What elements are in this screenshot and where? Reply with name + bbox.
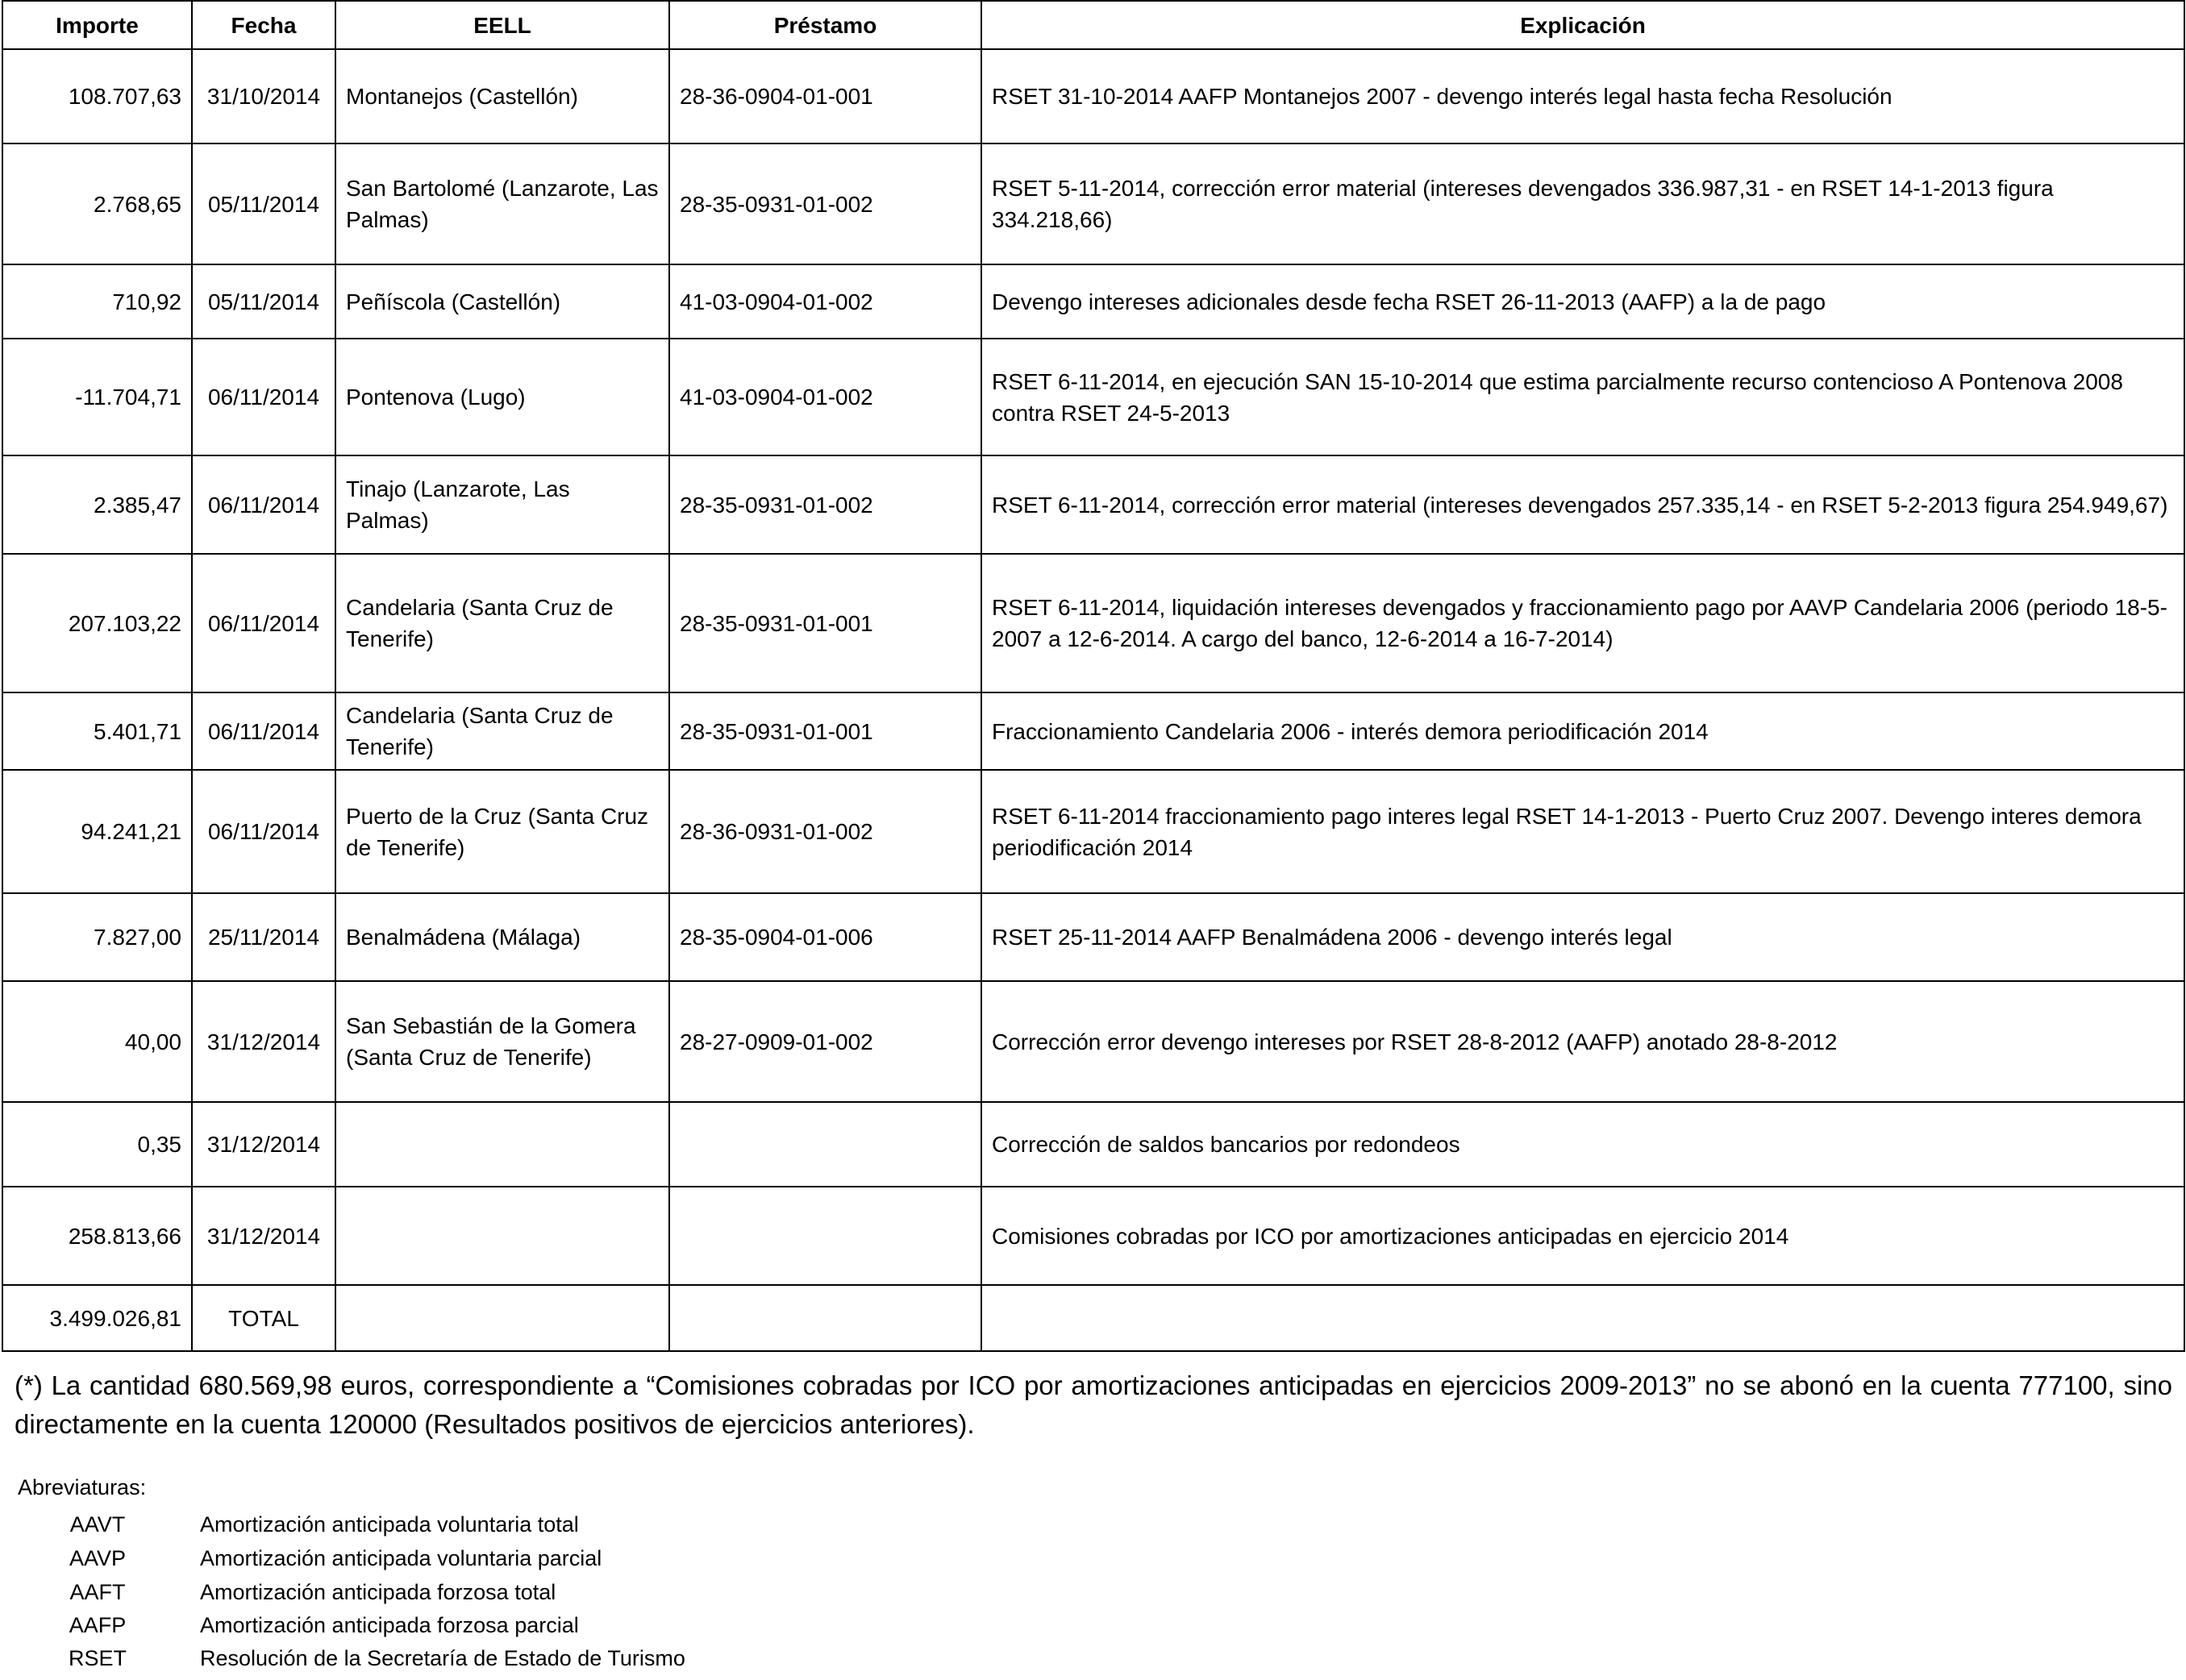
cell-eell: Tinajo (Lanzarote, Las Palmas) bbox=[335, 455, 669, 554]
header-fecha: Fecha bbox=[192, 1, 335, 49]
cell-fecha: 06/11/2014 bbox=[192, 770, 335, 893]
total-label: TOTAL bbox=[192, 1285, 335, 1351]
cell-fecha: 05/11/2014 bbox=[192, 264, 335, 339]
header-prestamo: Préstamo bbox=[669, 1, 981, 49]
cell-prestamo: 41-03-0904-01-002 bbox=[669, 264, 981, 339]
cell-importe: 258.813,66 bbox=[2, 1187, 192, 1285]
table-header-row bbox=[2, 1, 2184, 49]
abbreviation-desc: Amortización anticipada voluntaria total bbox=[200, 1512, 579, 1537]
cell-prestamo: 28-27-0909-01-002 bbox=[669, 981, 981, 1102]
cell-explicacion: RSET 6-11-2014, liquidación intereses devengados y fraccionamiento pago por AAVP Candelaria 2006 (periodo 18-5-2007 a 12-6-2014. A cargo del banco, 12-6-2014 a 16-7-2014) bbox=[981, 554, 2184, 692]
cell-importe: 710,92 bbox=[2, 264, 192, 339]
cell-importe: 7.827,00 bbox=[2, 893, 192, 981]
cell-fecha: 06/11/2014 bbox=[192, 455, 335, 554]
cell-explicacion bbox=[981, 1285, 2184, 1351]
cell-eell: Candelaria (Santa Cruz de Tenerife) bbox=[335, 692, 669, 770]
cell-eell: Montanejos (Castellón) bbox=[335, 49, 669, 143]
cell-eell: San Sebastián de la Gomera (Santa Cruz de Tenerife) bbox=[335, 981, 669, 1102]
cell-importe: 207.103,22 bbox=[2, 554, 192, 692]
table-row bbox=[2, 981, 2184, 1102]
table-row bbox=[2, 692, 2184, 770]
abbreviation-desc: Amortización anticipada forzosa parcial bbox=[200, 1613, 579, 1637]
cell-eell: Pontenova (Lugo) bbox=[335, 339, 669, 455]
cell-prestamo bbox=[669, 1102, 981, 1187]
header-importe: Importe bbox=[2, 1, 192, 49]
total-importe: 3.499.026,81 bbox=[2, 1285, 192, 1351]
table-row bbox=[2, 264, 2184, 339]
cell-explicacion: RSET 25-11-2014 AAFP Benalmádena 2006 - devengo interés legal bbox=[981, 893, 2184, 981]
abbreviation-desc: Amortización anticipada voluntaria parcial bbox=[200, 1546, 602, 1570]
cell-explicacion: RSET 5-11-2014, corrección error material (intereses devengados 336.987,31 - en RSET 14-1-2013 figura 334.218,66) bbox=[981, 143, 2184, 264]
header-eell: EELL bbox=[335, 1, 669, 49]
cell-prestamo: 28-35-0931-01-001 bbox=[669, 692, 981, 770]
abbreviations-title: Abreviaturas: bbox=[18, 1475, 147, 1499]
cell-explicacion: Corrección de saldos bancarios por redondeos bbox=[981, 1102, 2184, 1187]
cell-importe: 40,00 bbox=[2, 981, 192, 1102]
cell-fecha: 06/11/2014 bbox=[192, 339, 335, 455]
cell-importe: 0,35 bbox=[2, 1102, 192, 1187]
abbreviation-code: AAFP bbox=[69, 1613, 127, 1637]
interest-table bbox=[2, 0, 2185, 1352]
cell-fecha: 25/11/2014 bbox=[192, 893, 335, 981]
cell-prestamo: 41-03-0904-01-002 bbox=[669, 339, 981, 455]
cell-fecha: 31/10/2014 bbox=[192, 49, 335, 143]
table-row bbox=[2, 1187, 2184, 1285]
table-row bbox=[2, 339, 2184, 455]
cell-eell bbox=[335, 1102, 669, 1187]
cell-fecha: 31/12/2014 bbox=[192, 1102, 335, 1187]
cell-eell: Puerto de la Cruz (Santa Cruz de Tenerife) bbox=[335, 770, 669, 893]
cell-importe: -11.704,71 bbox=[2, 339, 192, 455]
table-row bbox=[2, 770, 2184, 893]
table-row bbox=[2, 143, 2184, 264]
abbreviation-desc: Resolución de la Secretaría de Estado de Turismo bbox=[200, 1646, 685, 1670]
cell-explicacion: Fraccionamiento Candelaria 2006 - interés demora periodificación 2014 bbox=[981, 692, 2184, 770]
table-row bbox=[2, 49, 2184, 143]
abbreviation-code: AAVP bbox=[69, 1546, 127, 1570]
abbreviation-code: AAFT bbox=[69, 1580, 126, 1604]
cell-importe: 5.401,71 bbox=[2, 692, 192, 770]
cell-importe: 2.768,65 bbox=[2, 143, 192, 264]
abbreviation-desc: Amortización anticipada forzosa total bbox=[200, 1580, 556, 1604]
cell-explicacion: Devengo intereses adicionales desde fecha RSET 26-11-2013 (AAFP) a la de pago bbox=[981, 264, 2184, 339]
cell-prestamo bbox=[669, 1285, 981, 1351]
cell-fecha: 06/11/2014 bbox=[192, 554, 335, 692]
cell-fecha: 31/12/2014 bbox=[192, 981, 335, 1102]
cell-explicacion: RSET 6-11-2014, corrección error material (intereses devengados 257.335,14 - en RSET 5-2-2013 figura 254.949,67) bbox=[981, 455, 2184, 554]
cell-fecha: 31/12/2014 bbox=[192, 1187, 335, 1285]
table-row bbox=[2, 455, 2184, 554]
cell-prestamo: 28-36-0904-01-001 bbox=[669, 49, 981, 143]
abbreviation-code: AAVT bbox=[69, 1512, 126, 1537]
cell-eell: San Bartolomé (Lanzarote, Las Palmas) bbox=[335, 143, 669, 264]
cell-importe: 108.707,63 bbox=[2, 49, 192, 143]
cell-fecha: 06/11/2014 bbox=[192, 692, 335, 770]
cell-eell: Benalmádena (Málaga) bbox=[335, 893, 669, 981]
cell-eell bbox=[335, 1285, 669, 1351]
cell-importe: 2.385,47 bbox=[2, 455, 192, 554]
cell-prestamo: 28-35-0931-01-002 bbox=[669, 455, 981, 554]
cell-explicacion: RSET 31-10-2014 AAFP Montanejos 2007 - devengo interés legal hasta fecha Resolución bbox=[981, 49, 2184, 143]
cell-prestamo: 28-35-0904-01-006 bbox=[669, 893, 981, 981]
cell-explicacion: Comisiones cobradas por ICO por amortizaciones anticipadas en ejercicio 2014 bbox=[981, 1187, 2184, 1285]
abbreviation-code: RSET bbox=[68, 1646, 127, 1670]
table-total-row bbox=[2, 1285, 2184, 1351]
cell-explicacion: RSET 6-11-2014 fraccionamiento pago interes legal RSET 14-1-2013 - Puerto Cruz 2007. Devengo interes demora periodificación 2014 bbox=[981, 770, 2184, 893]
cell-prestamo bbox=[669, 1187, 981, 1285]
table-row bbox=[2, 893, 2184, 981]
cell-prestamo: 28-35-0931-01-002 bbox=[669, 143, 981, 264]
footnote: (*) La cantidad 680.569,98 euros, correspondiente a “Comisiones cobradas por ICO por amortizaciones anticipadas en ejercicios 2009-2013” no se abonó en la cuenta 777100, sino directamente en la cuenta 120000 (Resultados positivos de ejercicios anteriores). bbox=[15, 1370, 2172, 1439]
cell-importe: 94.241,21 bbox=[2, 770, 192, 893]
cell-explicacion: RSET 6-11-2014, en ejecución SAN 15-10-2014 que estima parcialmente recurso contencioso A Pontenova 2008 contra RSET 24-5-2013 bbox=[981, 339, 2184, 455]
cell-eell: Peñíscola (Castellón) bbox=[335, 264, 669, 339]
cell-fecha: 05/11/2014 bbox=[192, 143, 335, 264]
header-explicacion: Explicación bbox=[981, 1, 2184, 49]
cell-prestamo: 28-36-0931-01-002 bbox=[669, 770, 981, 893]
cell-explicacion: Corrección error devengo intereses por RSET 28-8-2012 (AAFP) anotado 28-8-2012 bbox=[981, 981, 2184, 1102]
table-row bbox=[2, 1102, 2184, 1187]
cell-eell bbox=[335, 1187, 669, 1285]
table-row bbox=[2, 554, 2184, 692]
cell-prestamo: 28-35-0931-01-001 bbox=[669, 554, 981, 692]
cell-eell: Candelaria (Santa Cruz de Tenerife) bbox=[335, 554, 669, 692]
